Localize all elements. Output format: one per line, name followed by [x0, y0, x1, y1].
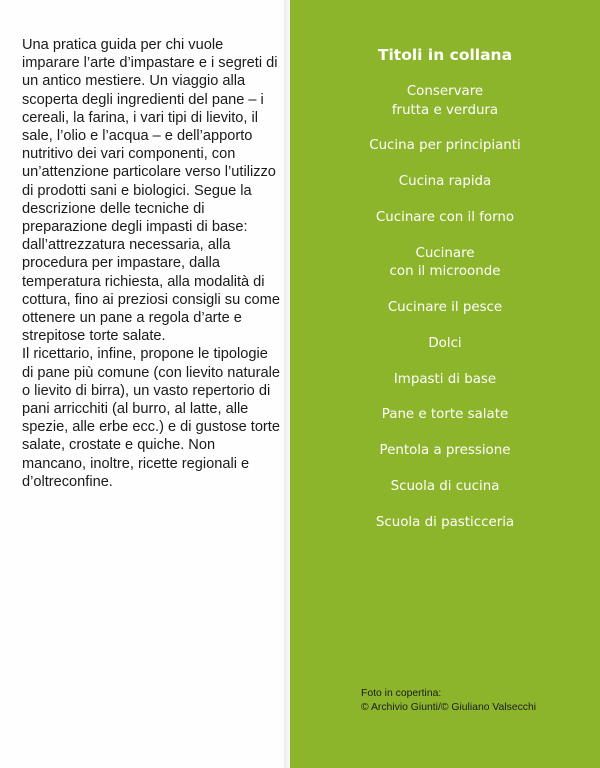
series-title	[290, 173, 600, 192]
blurb-panel	[0, 0, 286, 768]
series-title	[290, 209, 600, 228]
book-description	[22, 36, 280, 491]
series-title-line: con il microonde	[389, 264, 501, 280]
series-title-line: Scuola di pasticceria	[375, 514, 515, 530]
series-title-line: Pane e torte salate	[381, 407, 509, 423]
description-paragraph-2: Il ricettario, infine, propone le tipologie di pane più comune (con lievito naturale o lievito di birra), un vasto repertorio di pani arricchiti (al burro, al latte, alle spezie, alle erbe ecc.) e di gustose torte salate, crostate e quiche. Non mancano, inoltre, ricette regionali e d’oltreconfine.	[22, 346, 280, 490]
series-title-list	[290, 83, 600, 550]
series-title	[290, 137, 600, 156]
series-title	[290, 335, 600, 354]
photo-credit-names: © Archivio Giunti/© Giuliano Valsecchi	[361, 701, 537, 713]
series-title	[290, 245, 600, 282]
series-title-line: Cucina per principianti	[369, 138, 521, 154]
series-title-line: Cucinare il pesce	[387, 299, 503, 315]
series-title-line: Conservare	[406, 84, 484, 99]
series-title-line: Pentola a pressione	[379, 443, 511, 459]
series-title-line: Impasti di base	[393, 371, 497, 387]
series-title-line: Dolci	[428, 335, 462, 351]
series-title-line: Cucinare	[415, 245, 475, 261]
series-title	[290, 299, 600, 318]
series-title	[290, 406, 600, 425]
description-paragraph-1: Una pratica guida per chi vuole imparare l’arte d’impastare e i segreti di un antico mestiere. Un viaggio alla scoperta degli ingredienti del pane – i cereali, la farina, i vari tipi di lievito, il sale, l’olio e l’acqua – e dell’apporto nutritivo dei vari componenti, con un’attenzione particolare verso l’utilizzo di prodotti sani e biologici. Segue la descrizione delle tecniche di preparazione degli impasti di base: dall’attrezzatura necessaria, alla procedura per impastare, dalla temperatura richiesta, alla modalità di cottura, fino ai preziosi consigli su come ottenere un pane a regola d’arte e strepitose torte salate.	[22, 37, 280, 345]
series-title	[290, 371, 600, 390]
series-title	[290, 442, 600, 461]
series-title-line: frutta e verdura	[391, 102, 499, 118]
series-title	[290, 514, 600, 533]
photo-credit	[361, 687, 591, 714]
photo-credit-label: Foto in copertina:	[361, 688, 442, 699]
series-title-line: Cucinare con il forno	[375, 209, 515, 225]
series-title-line: Scuola di cucina	[390, 478, 500, 494]
series-title-line: Cucina rapida	[398, 174, 492, 190]
series-panel	[290, 0, 600, 768]
series-heading: Titoli in collana	[377, 46, 513, 64]
series-title	[290, 83, 600, 120]
series-title	[290, 478, 600, 497]
